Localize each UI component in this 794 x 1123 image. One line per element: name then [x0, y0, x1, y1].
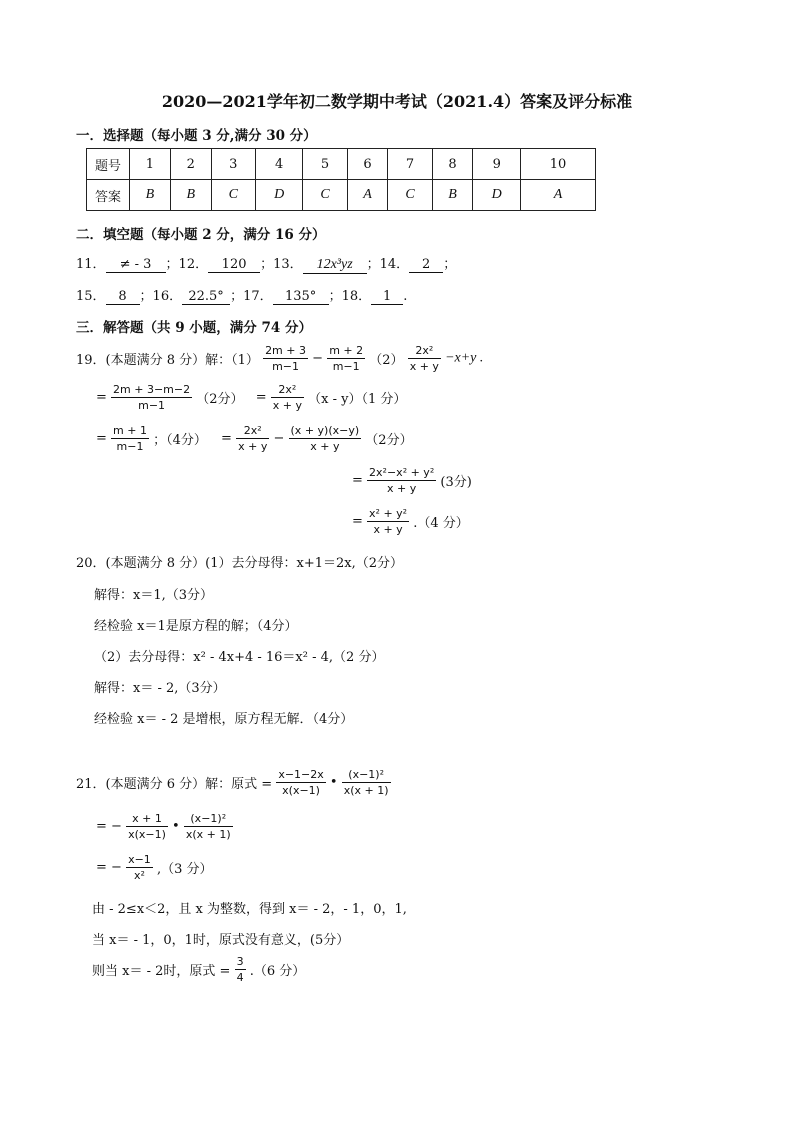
- q19-line-1: 19．(本题满分 8 分）解：（1） $\frac{2m + 3}{m-1}$ − $\frac{m + 2}{m-1}$ （2） $\frac{\text{2x²}}{x + y}$ −x+y .: [76, 344, 484, 373]
- q19-step-2: = $\frac{m + 1}{m-1}$ ；（4分） = $\frac{\text{2x²}}{x + y}$ − $\frac{(x + y)(x-y)}{x + y}$ （2分）: [96, 424, 413, 453]
- q21-step-1: = − $\frac{x + 1}{x(x-1)}$ • $\frac{\text{(x−1)²}}{x(x + 1)}$: [96, 812, 231, 841]
- question-number: ；17．: [230, 289, 273, 304]
- table-cell: 5: [303, 149, 347, 180]
- table-cell: 1: [130, 149, 171, 180]
- fraction: $\frac{x-1-2x}{x(x-1)}$: [278, 768, 324, 797]
- fill-answer-15: 8: [106, 289, 140, 305]
- fill-answer-16: 22.5°: [182, 289, 230, 305]
- fraction: $\frac{\text{2x²}}{x + y}$: [409, 344, 439, 373]
- answer-table: [86, 148, 596, 211]
- question-number: ；18．: [328, 289, 372, 304]
- question-number: ；16．: [139, 289, 183, 304]
- fill-answer-11: ≠ - 3: [106, 257, 166, 273]
- q20-line-2: 解得：x＝1,（3分）: [94, 588, 214, 603]
- table-cell: 8: [432, 149, 473, 180]
- fraction: $\frac{2m + 3-m-2}{m-1}$: [113, 383, 191, 412]
- table-cell: B: [432, 180, 473, 211]
- table-cell: D: [255, 180, 303, 211]
- question-number: ；13．: [260, 257, 303, 272]
- section-fill-heading: 二．填空题（每小题 2 分，满分 16 分）: [76, 227, 326, 243]
- table-cell: C: [303, 180, 347, 211]
- q20-line-3: 经检验 x＝1是原方程的解；（4分）: [94, 619, 298, 634]
- q20-line-1: 20．(本题满分 8 分）(1）去分母得：x+1＝2x,（2分）: [76, 556, 403, 571]
- fill-line-1: [76, 253, 456, 274]
- fraction: $\frac{(x + y)(x-y)}{x + y}$: [290, 424, 360, 453]
- fraction: $\frac{2m + 3}{m-1}$: [265, 344, 306, 373]
- table-cell: 2: [170, 149, 211, 180]
- fraction: $\frac{3}{4}$: [236, 955, 244, 984]
- table-cell: B: [130, 180, 171, 211]
- page-title: 2020—2021学年初二数学期中考试（2021.4）答案及评分标准: [161, 92, 633, 111]
- table-cell: C: [388, 180, 432, 211]
- q20-line-5: 解得：x＝ - 2,（3分）: [94, 681, 226, 696]
- table-cell: 3: [211, 149, 255, 180]
- table-cell: B: [170, 180, 211, 211]
- question-number: ；12．: [165, 257, 209, 272]
- q21-line-1: 21．(本题满分 6 分）解：原式 = $\frac{x-1-2x}{x(x-1)}$ • $\frac{\text{(x−1)²}}{x(x + 1)}$: [76, 768, 389, 797]
- table-cell: 4: [255, 149, 303, 180]
- q21-line-3: 由 - 2≤x＜2，且 x 为整数，得到 x＝ - 2，- 1，0，1,: [92, 902, 407, 917]
- fraction: $\frac{\text{(x−1)²}}{x(x + 1)}$: [185, 812, 231, 841]
- table-header-answer: 答案: [87, 180, 130, 211]
- section-choice-heading: 一．选择题（每小题 3 分,满分 30 分）: [76, 128, 317, 144]
- fraction: $\frac{x + 1}{x(x-1)}$: [128, 812, 166, 841]
- fill-line-2: [76, 285, 407, 305]
- fraction: $\frac{\text{x² + y²}}{x + y}$: [369, 507, 408, 536]
- section-solution-heading: 三．解答题（共 9 小题，满分 74 分）: [76, 320, 312, 336]
- table-header-number: 题号: [87, 149, 130, 180]
- fill-answer-13: 12x³yz: [303, 257, 367, 274]
- table-cell: 9: [473, 149, 521, 180]
- question-number: 11．: [76, 257, 106, 272]
- separator: ；: [443, 257, 457, 272]
- q20-line-6: 经检验 x＝ - 2 是增根，原方程无解．（4分）: [94, 712, 354, 727]
- q19-step-1: = $\frac{2m + 3-m-2}{m-1}$ （2分） = $\frac{\text{2x²}}{x + y}$ （x - y）（1 分）: [96, 383, 407, 412]
- fraction: $\frac{\text{(x−1)²}}{x(x + 1)}$: [343, 768, 389, 797]
- fraction: $\frac{\text{2x²}}{x + y}$: [272, 383, 302, 412]
- fill-answer-14: 2: [409, 257, 443, 273]
- table-row-answers: [87, 180, 596, 211]
- table-cell: 6: [347, 149, 388, 180]
- q21-step-2: = − $\frac{x-1}{\text{x²}}$ ,（3 分）: [96, 853, 213, 882]
- table-cell: A: [520, 180, 595, 211]
- fill-answer-17: 135°: [273, 289, 329, 305]
- separator: .: [403, 289, 408, 304]
- fraction: $\frac{m + 2}{m-1}$: [329, 344, 364, 373]
- table-cell: 10: [520, 149, 595, 180]
- table-cell: 7: [388, 149, 432, 180]
- question-number: ；14．: [366, 257, 410, 272]
- q20-line-4: （2）去分母得：x² - 4x+4 - 16＝x² - 4,（2 分）: [94, 650, 385, 665]
- q21-line-5: 则当 x＝ - 2时，原式 = $\frac{3}{4}$ .（6 分）: [92, 955, 306, 984]
- q19-step-4: = $\frac{\text{x² + y²}}{x + y}$ .（4 分）: [352, 507, 469, 536]
- fill-answer-12: 120: [208, 257, 260, 273]
- fraction: $\frac{\text{2x²}}{x + y}$: [238, 424, 268, 453]
- fraction: $\frac{m + 1}{m-1}$: [113, 424, 147, 453]
- table-row-numbers: [87, 149, 596, 180]
- q19-step-3: = $\frac{\text{2x²−x² + y²}}{x + y}$ (3分): [352, 466, 472, 495]
- table-cell: A: [347, 180, 388, 211]
- q19-intro: 19．(本题满分 8 分）解：（1）: [76, 353, 259, 368]
- q21-line-4: 当 x＝ - 1，0，1时，原式没有意义，(5分）: [92, 933, 350, 948]
- table-cell: C: [211, 180, 255, 211]
- fraction: $\frac{\text{2x²−x² + y²}}{x + y}$: [369, 466, 435, 495]
- question-number: 15．: [76, 289, 106, 304]
- fill-answer-18: 1: [371, 289, 403, 305]
- table-cell: D: [473, 180, 521, 211]
- fraction: $\frac{x-1}{\text{x²}}$: [128, 853, 151, 882]
